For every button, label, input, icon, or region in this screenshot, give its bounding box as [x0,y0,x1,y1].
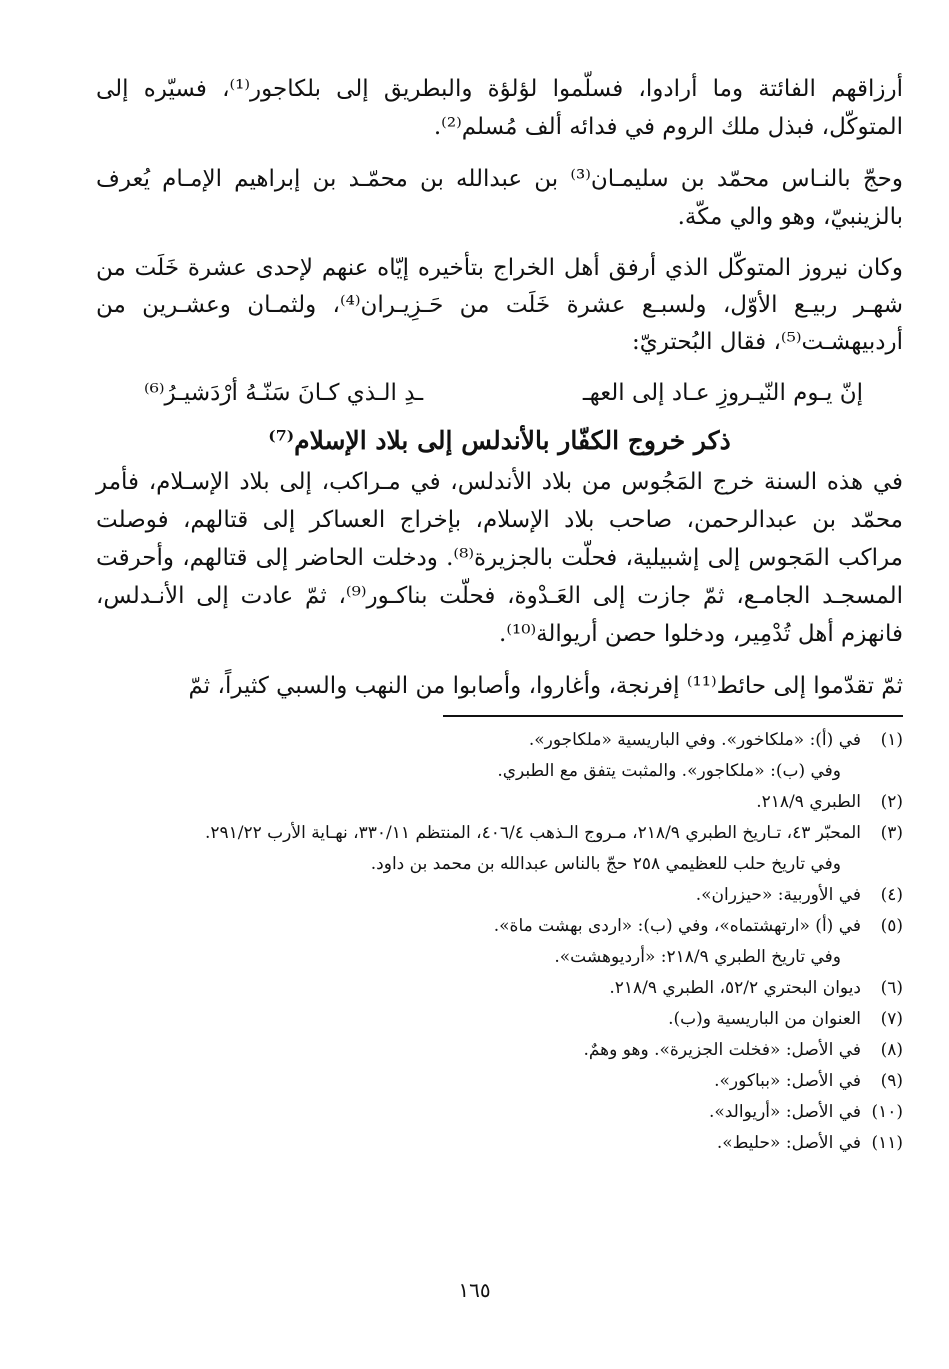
footnote-text: في الأصل: «فخلت الجزيرة». وهو وهمٌ. [583,1040,861,1060]
footnote-continuation [96,849,903,880]
footnote [96,1004,903,1035]
footnote-text: في الأصل: «حليط». [716,1133,861,1153]
footnote-text: ديوان البحتري ٥٢/٢، الطبري ٢١٨/٩. [609,978,861,998]
page-body [96,70,903,1159]
footnote-number: (١) [880,730,903,750]
footnote-text: في (أ): «ملكاخور». وفي الباريسية «ملكاجور». [528,730,861,750]
footnote [96,787,903,818]
footnote [96,973,903,1004]
footnote-continuation [96,756,903,787]
footnote-number: (١٠) [871,1102,903,1122]
verse-second-hemistich: ـدِ الـذي كـانَ سَنّـهُ أرْدَشيـرُ⁽⁶⁾ [144,380,424,406]
footnote [96,911,903,942]
footnote [96,1097,903,1128]
footnote [96,1066,903,1097]
footnote [96,1035,903,1066]
footnote-number: (٣) [880,823,903,843]
footnote-text: الطبري ٢١٨/٩. [756,792,861,812]
paragraph-3: وكان نيروز المتوكّل الذي أرفق أهل الخراج بتأخيره إيّاه عنهم لإحدى عشرة خَلَت من شهـر ربيـع الأوّل، ولسبـع عشرة خَلَت من حَـزِيـران⁽⁴⁾، ولثمـان وعشـرين من أردبيهشـت⁽⁵⁾، فقال البُحتريّ: [96,255,904,355]
footnote-text: في (أ) «ارتهشتماه»، وفي (ب): «اردى بهشت ماة». [493,916,861,936]
footnote-number: (١١) [871,1133,903,1153]
section-paragraph-2: ثمّ تقدّموا إلى حائط⁽¹¹⁾ إفرنجة، وأغاروا، وأصابوا من النهب والسبي كثيراً، ثمّ [188,673,903,699]
paragraph-1: أرزاقهم الفائتة وما أرادوا، فسلّموا لؤلؤة والبطريق إلى بلكاجور⁽¹⁾، فسيّره إلى المتوكّل، فبذل ملك الروم في فدائه ألف مُسلم⁽²⁾. [96,76,903,140]
poem-verse [144,375,863,411]
section-paragraph-1: في هذه السنة خرج المَجُوس من بلاد الأندلس، في مـراكب، إلى بلاد الإسـلام، فأمر محمّد بن عبدالرحمن، صاحب بلاد الإسلام، بإخراج العساكر إلى قتالهم، فوصلت مراكب المَجوس إلى إشبيلية، فحلّت بالجزيرة⁽⁸⁾. ودخلت الحاضر إلى قتالهم، وأحرقت المسجـد الجامـع، ثمّ جازت إلى العَـدْوة، فحلّت بناكـور⁽⁹⁾، ثمّ عادت إلى الأنـدلس، فانهزم أهل تُدْمِير، ودخلوا حصن أريوالة⁽¹⁰⁾. [96,469,903,647]
footnote-text: في الأوربية: «حيزران». [695,885,861,905]
footnote-number: (٨) [880,1040,903,1060]
footnote-text: وفي (ب): «ملكاجور». والمثبت يتفق مع الطبري. [497,761,841,781]
footnote [96,880,903,911]
footnote [96,725,903,756]
footnote-number: (٦) [880,978,903,998]
footnote-text: وفي تاريخ حلب للعظيمي ٢٥٨ حجّ بالناس عبدالله بن محمد بن داود. [370,854,841,874]
footnote-continuation [96,942,903,973]
paragraph-2: وحجّ بالنـاس محمّد بن سليمـان⁽³⁾ بن عبدالله بن محمّـد بن إبراهيم الإمـام يُعرف بالزينبيّ، وهو والي مكّة. [96,166,904,230]
footnote-text: في الأصل: «بباكور». [714,1071,861,1091]
footnote-text: المحبّر ٤٣، تـاريخ الطبري ٢١٨/٩، مـروج الـذهب ٤٠٦/٤، المنتظم ٣٣٠/١١، نهـاية الأرب ٢٩١/٢٢. [204,823,861,843]
footnote-number: (٧) [880,1009,903,1029]
footnote [96,818,903,849]
footnote [96,1128,903,1159]
footnote-number: (٩) [880,1071,903,1091]
section-heading: ذكر خروج الكفّار بالأندلس إلى بلاد الإسلام⁽⁷⁾ [268,426,731,455]
footnote-text: العنوان من الباريسية و(ب). [668,1009,861,1029]
footnote-text: في الأصل: «أريوالد». [708,1102,861,1122]
page-number: ١٦٥ [458,1278,491,1302]
verse-first-hemistich: إنّ يـوم النّيـروزِ عـاد إلى العهـ [582,380,863,406]
footnote-number: (٥) [880,916,903,936]
footnote-number: (٤) [880,885,903,905]
footnote-text: وفي تاريخ الطبري ٢١٨/٩: «أرديوهشت». [554,947,841,967]
footnotes [96,725,903,1159]
footnote-divider [443,715,903,717]
footnote-number: (٢) [880,792,903,812]
